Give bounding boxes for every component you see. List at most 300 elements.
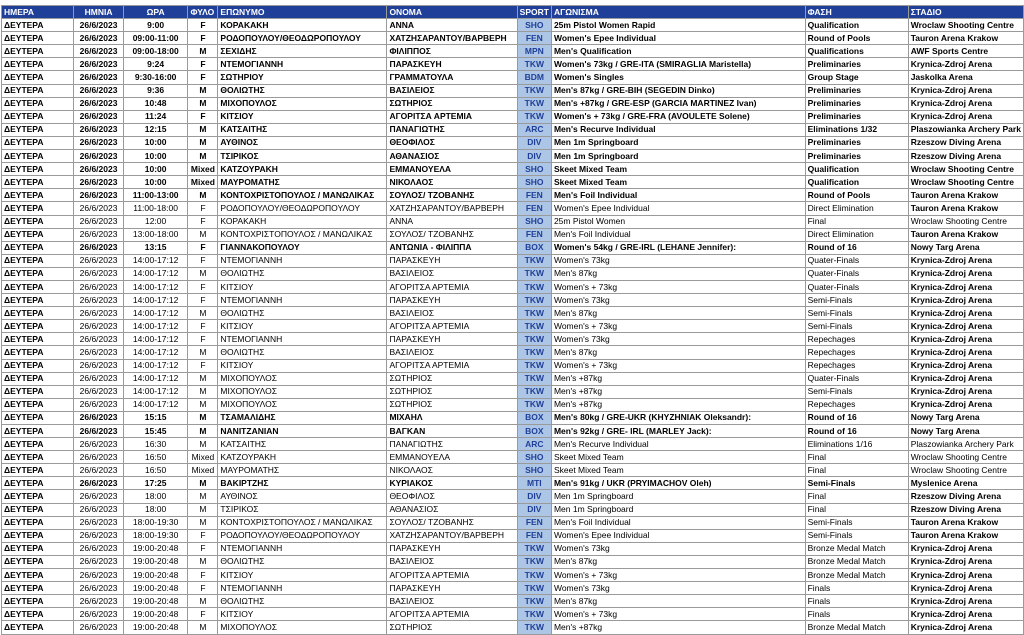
cell-gender[interactable]: M xyxy=(188,490,218,503)
cell-phase[interactable]: Finals xyxy=(805,595,908,608)
table-row[interactable] xyxy=(2,267,1024,280)
cell-sport[interactable]: DIV xyxy=(517,490,551,503)
cell-phase[interactable]: Final xyxy=(805,464,908,477)
cell-surname[interactable]: ΝΤΕΜΟΓΙΑΝΝΗ xyxy=(218,582,387,595)
cell-sport[interactable]: TKW xyxy=(517,569,551,582)
cell-day[interactable]: ΔΕΥΤΕΡΑ xyxy=(2,425,74,438)
cell-day[interactable]: ΔΕΥΤΕΡΑ xyxy=(2,280,74,293)
cell-venue[interactable]: Krynica-Zdroj Arena xyxy=(908,267,1023,280)
table-row[interactable] xyxy=(2,451,1024,464)
cell-gender[interactable]: F xyxy=(188,333,218,346)
cell-day[interactable]: ΔΕΥΤΕΡΑ xyxy=(2,490,74,503)
cell-time[interactable]: 9:24 xyxy=(123,58,188,71)
cell-time[interactable]: 19:00-20:48 xyxy=(123,582,188,595)
cell-day[interactable]: ΔΕΥΤΕΡΑ xyxy=(2,372,74,385)
cell-event[interactable]: Men's Foil Individual xyxy=(551,516,805,529)
cell-time[interactable]: 9:00 xyxy=(123,19,188,32)
cell-venue[interactable]: Myslenice Arena xyxy=(908,477,1023,490)
cell-phase[interactable]: Final xyxy=(805,490,908,503)
cell-phase[interactable]: Semi-Finals xyxy=(805,516,908,529)
cell-time[interactable]: 14:00-17:12 xyxy=(123,267,188,280)
cell-surname[interactable]: ΤΣΑΜΑΛΙΔΗΣ xyxy=(218,411,387,424)
cell-day[interactable]: ΔΕΥΤΕΡΑ xyxy=(2,608,74,621)
header-event[interactable]: ΑΓΩΝΙΣΜΑ xyxy=(551,6,805,19)
cell-name[interactable]: ΑΓΟΡΙΤΣΑ ΑΡΤΕΜΙΑ xyxy=(387,359,517,372)
cell-day[interactable]: ΔΕΥΤΕΡΑ xyxy=(2,163,74,176)
cell-surname[interactable]: ΡΟΔΟΠΟΥΛΟΥ/ΘΕΟΔΩΡΟΠΟΥΛΟΥ xyxy=(218,32,387,45)
cell-day[interactable]: ΔΕΥΤΕΡΑ xyxy=(2,32,74,45)
cell-sport[interactable]: DIV xyxy=(517,150,551,163)
header-surname[interactable]: ΕΠΩΝΥΜΟ xyxy=(218,6,387,19)
cell-sport[interactable]: ARC xyxy=(517,438,551,451)
cell-sport[interactable]: FEN xyxy=(517,202,551,215)
cell-phase[interactable]: Direct Elimination xyxy=(805,228,908,241)
cell-date[interactable]: 26/6/2023 xyxy=(74,477,123,490)
cell-phase[interactable]: Preliminaries xyxy=(805,84,908,97)
cell-time[interactable]: 13:15 xyxy=(123,241,188,254)
cell-event[interactable]: Men's 91kg / UKR (PRYIMACHOV Oleh) xyxy=(551,477,805,490)
cell-event[interactable]: Men's 92kg / GRE- IRL (MARLEY Jack): xyxy=(551,425,805,438)
cell-name[interactable]: ΘΕΟΦΙΛΟΣ xyxy=(387,490,517,503)
cell-event[interactable]: Men's Recurve Individual xyxy=(551,123,805,136)
cell-gender[interactable]: F xyxy=(188,542,218,555)
cell-venue[interactable]: Krynica-Zdroj Arena xyxy=(908,372,1023,385)
cell-event[interactable]: Men's 87kg xyxy=(551,267,805,280)
cell-time[interactable]: 15:15 xyxy=(123,411,188,424)
cell-surname[interactable]: ΤΣΙΡΙΚΟΣ xyxy=(218,503,387,516)
cell-phase[interactable]: Qualification xyxy=(805,19,908,32)
cell-sport[interactable]: SHO xyxy=(517,176,551,189)
cell-sport[interactable]: TKW xyxy=(517,58,551,71)
cell-time[interactable]: 18:00 xyxy=(123,490,188,503)
cell-venue[interactable]: Krynica-Zdroj Arena xyxy=(908,254,1023,267)
cell-gender[interactable]: F xyxy=(188,280,218,293)
cell-sport[interactable]: TKW xyxy=(517,110,551,123)
cell-event[interactable]: Women's Epee Individual xyxy=(551,202,805,215)
cell-surname[interactable]: ΝΤΕΜΟΓΙΑΝΝΗ xyxy=(218,294,387,307)
cell-phase[interactable]: Round of Pools xyxy=(805,32,908,45)
header-date[interactable]: ΗΜΝΙΑ xyxy=(74,6,123,19)
cell-event[interactable]: Women's 73kg xyxy=(551,294,805,307)
cell-event[interactable]: Men's 87kg xyxy=(551,346,805,359)
cell-date[interactable]: 26/6/2023 xyxy=(74,84,123,97)
cell-phase[interactable]: Round of 16 xyxy=(805,411,908,424)
table-row[interactable] xyxy=(2,136,1024,149)
cell-day[interactable]: ΔΕΥΤΕΡΑ xyxy=(2,451,74,464)
cell-surname[interactable]: ΚΟΡΑΚΑΚΗ xyxy=(218,19,387,32)
table-row[interactable] xyxy=(2,241,1024,254)
cell-name[interactable]: ΣΩΤΗΡΙΟΣ xyxy=(387,97,517,110)
cell-gender[interactable]: M xyxy=(188,307,218,320)
cell-gender[interactable]: M xyxy=(188,123,218,136)
table-row[interactable] xyxy=(2,123,1024,136)
cell-date[interactable]: 26/6/2023 xyxy=(74,372,123,385)
cell-date[interactable]: 26/6/2023 xyxy=(74,621,123,634)
cell-gender[interactable]: M xyxy=(188,503,218,516)
cell-time[interactable]: 19:00-20:48 xyxy=(123,555,188,568)
cell-day[interactable]: ΔΕΥΤΕΡΑ xyxy=(2,385,74,398)
cell-date[interactable]: 26/6/2023 xyxy=(74,19,123,32)
cell-venue[interactable]: Krynica-Zdroj Arena xyxy=(908,608,1023,621)
cell-sport[interactable]: TKW xyxy=(517,346,551,359)
cell-date[interactable]: 26/6/2023 xyxy=(74,32,123,45)
cell-venue[interactable]: Krynica-Zdroj Arena xyxy=(908,84,1023,97)
cell-time[interactable]: 19:00-20:48 xyxy=(123,569,188,582)
cell-time[interactable]: 14:00-17:12 xyxy=(123,359,188,372)
cell-name[interactable]: ΧΑΤΖΗΣΑΡΑΝΤΟΥ/ΒΑΡΒΕΡΗ xyxy=(387,32,517,45)
cell-sport[interactable]: BOX xyxy=(517,241,551,254)
cell-time[interactable]: 16:30 xyxy=(123,438,188,451)
cell-name[interactable]: ΧΑΤΖΗΣΑΡΑΝΤΟΥ/ΒΑΡΒΕΡΗ xyxy=(387,529,517,542)
cell-name[interactable]: ΑΝΤΩΝΙΑ - ΦΙΛΙΠΠΑ xyxy=(387,241,517,254)
table-row[interactable] xyxy=(2,582,1024,595)
cell-event[interactable]: Men's +87kg xyxy=(551,372,805,385)
cell-day[interactable]: ΔΕΥΤΕΡΑ xyxy=(2,71,74,84)
cell-date[interactable]: 26/6/2023 xyxy=(74,490,123,503)
cell-name[interactable]: ΑΓΟΡΙΤΣΑ ΑΡΤΕΜΙΑ xyxy=(387,608,517,621)
table-row[interactable] xyxy=(2,176,1024,189)
header-gender[interactable]: ΦΥΛΟ xyxy=(188,6,218,19)
cell-date[interactable]: 26/6/2023 xyxy=(74,320,123,333)
cell-venue[interactable]: Krynica-Zdroj Arena xyxy=(908,110,1023,123)
table-row[interactable] xyxy=(2,294,1024,307)
cell-surname[interactable]: ΚΙΤΣΙΟΥ xyxy=(218,280,387,293)
cell-date[interactable]: 26/6/2023 xyxy=(74,123,123,136)
table-row[interactable] xyxy=(2,490,1024,503)
cell-sport[interactable]: TKW xyxy=(517,280,551,293)
header-day[interactable]: ΗΜΕΡΑ xyxy=(2,6,74,19)
cell-venue[interactable]: Wroclaw Shooting Centre xyxy=(908,176,1023,189)
cell-date[interactable]: 26/6/2023 xyxy=(74,582,123,595)
cell-day[interactable]: ΔΕΥΤΕΡΑ xyxy=(2,176,74,189)
cell-event[interactable]: 25m Pistol Women xyxy=(551,215,805,228)
cell-time[interactable]: 14:00-17:12 xyxy=(123,320,188,333)
table-row[interactable] xyxy=(2,346,1024,359)
cell-event[interactable]: Men's 80kg / GRE-UKR (KHYZHNIAK Oleksandr): xyxy=(551,411,805,424)
cell-phase[interactable]: Repechages xyxy=(805,398,908,411)
cell-date[interactable]: 26/6/2023 xyxy=(74,267,123,280)
cell-sport[interactable]: DIV xyxy=(517,136,551,149)
cell-date[interactable]: 26/6/2023 xyxy=(74,346,123,359)
cell-venue[interactable]: Rzeszow Diving Arena xyxy=(908,503,1023,516)
cell-gender[interactable]: F xyxy=(188,608,218,621)
cell-surname[interactable]: ΘΟΛΙΩΤΗΣ xyxy=(218,555,387,568)
table-row[interactable] xyxy=(2,189,1024,202)
cell-gender[interactable]: Mixed xyxy=(188,163,218,176)
cell-gender[interactable]: M xyxy=(188,45,218,58)
cell-date[interactable]: 26/6/2023 xyxy=(74,608,123,621)
table-row[interactable] xyxy=(2,464,1024,477)
cell-surname[interactable]: ΚΙΤΣΙΟΥ xyxy=(218,608,387,621)
cell-name[interactable]: ΑΓΟΡΙΤΣΑ ΑΡΤΕΜΙΑ xyxy=(387,320,517,333)
table-row[interactable] xyxy=(2,425,1024,438)
cell-phase[interactable]: Semi-Finals xyxy=(805,477,908,490)
cell-venue[interactable]: Krynica-Zdroj Arena xyxy=(908,58,1023,71)
cell-venue[interactable]: Krynica-Zdroj Arena xyxy=(908,294,1023,307)
cell-phase[interactable]: Quater-Finals xyxy=(805,267,908,280)
cell-name[interactable]: ΝΙΚΟΛΑΟΣ xyxy=(387,464,517,477)
cell-time[interactable]: 9:36 xyxy=(123,84,188,97)
cell-phase[interactable]: Semi-Finals xyxy=(805,320,908,333)
cell-gender[interactable]: M xyxy=(188,150,218,163)
cell-venue[interactable]: Nowy Targ Arena xyxy=(908,241,1023,254)
cell-sport[interactable]: TKW xyxy=(517,595,551,608)
cell-date[interactable]: 26/6/2023 xyxy=(74,58,123,71)
cell-time[interactable]: 14:00-17:12 xyxy=(123,398,188,411)
cell-day[interactable]: ΔΕΥΤΕΡΑ xyxy=(2,516,74,529)
cell-gender[interactable]: Mixed xyxy=(188,464,218,477)
cell-gender[interactable]: F xyxy=(188,19,218,32)
cell-surname[interactable]: ΡΟΔΟΠΟΥΛΟΥ/ΘΕΟΔΩΡΟΠΟΥΛΟΥ xyxy=(218,529,387,542)
table-row[interactable] xyxy=(2,97,1024,110)
cell-venue[interactable]: Krynica-Zdroj Arena xyxy=(908,320,1023,333)
cell-sport[interactable]: TKW xyxy=(517,555,551,568)
cell-time[interactable]: 19:00-20:48 xyxy=(123,621,188,634)
cell-surname[interactable]: ΜΑΥΡΟΜΑΤΗΣ xyxy=(218,464,387,477)
cell-day[interactable]: ΔΕΥΤΕΡΑ xyxy=(2,97,74,110)
cell-time[interactable]: 17:25 xyxy=(123,477,188,490)
cell-surname[interactable]: ΚΟΝΤΟΧΡΙΣΤΟΠΟΥΛΟΣ / ΜΑΝΩΛΙΚΑΣ xyxy=(218,189,387,202)
cell-time[interactable]: 14:00-17:12 xyxy=(123,372,188,385)
table-row[interactable] xyxy=(2,19,1024,32)
cell-day[interactable]: ΔΕΥΤΕΡΑ xyxy=(2,45,74,58)
cell-venue[interactable]: Tauron Arena Krakow xyxy=(908,529,1023,542)
cell-phase[interactable]: Preliminaries xyxy=(805,58,908,71)
cell-time[interactable]: 12:00 xyxy=(123,215,188,228)
cell-event[interactable]: Men's Recurve Individual xyxy=(551,438,805,451)
cell-name[interactable]: ΑΝΝΑ xyxy=(387,19,517,32)
table-row[interactable] xyxy=(2,359,1024,372)
cell-name[interactable]: ΒΑΣΙΛΕΙΟΣ xyxy=(387,555,517,568)
cell-venue[interactable]: Krynica-Zdroj Arena xyxy=(908,359,1023,372)
cell-surname[interactable]: ΑΥΘΙΝΟΣ xyxy=(218,490,387,503)
table-row[interactable] xyxy=(2,503,1024,516)
table-row[interactable] xyxy=(2,385,1024,398)
cell-date[interactable]: 26/6/2023 xyxy=(74,464,123,477)
table-row[interactable] xyxy=(2,58,1024,71)
cell-venue[interactable]: Krynica-Zdroj Arena xyxy=(908,595,1023,608)
cell-gender[interactable]: M xyxy=(188,267,218,280)
cell-time[interactable]: 16:50 xyxy=(123,464,188,477)
cell-date[interactable]: 26/6/2023 xyxy=(74,280,123,293)
cell-time[interactable]: 16:50 xyxy=(123,451,188,464)
cell-event[interactable]: Men 1m Springboard xyxy=(551,503,805,516)
cell-venue[interactable]: Wroclaw Shooting Centre xyxy=(908,163,1023,176)
cell-venue[interactable]: Krynica-Zdroj Arena xyxy=(908,97,1023,110)
cell-event[interactable]: Men 1m Springboard xyxy=(551,490,805,503)
cell-gender[interactable]: F xyxy=(188,32,218,45)
table-row[interactable] xyxy=(2,333,1024,346)
cell-time[interactable]: 10:00 xyxy=(123,163,188,176)
cell-date[interactable]: 26/6/2023 xyxy=(74,45,123,58)
cell-date[interactable]: 26/6/2023 xyxy=(74,150,123,163)
cell-surname[interactable]: ΘΟΛΙΩΤΗΣ xyxy=(218,267,387,280)
cell-gender[interactable]: M xyxy=(188,516,218,529)
cell-gender[interactable]: M xyxy=(188,346,218,359)
cell-venue[interactable]: Tauron Arena Krakow xyxy=(908,32,1023,45)
cell-gender[interactable]: M xyxy=(188,425,218,438)
cell-day[interactable]: ΔΕΥΤΕΡΑ xyxy=(2,84,74,97)
cell-phase[interactable]: Preliminaries xyxy=(805,97,908,110)
cell-name[interactable]: ΠΑΡΑΣΚΕΥΗ xyxy=(387,58,517,71)
cell-day[interactable]: ΔΕΥΤΕΡΑ xyxy=(2,555,74,568)
cell-sport[interactable]: TKW xyxy=(517,254,551,267)
cell-surname[interactable]: ΚΙΤΣΙΟΥ xyxy=(218,320,387,333)
cell-name[interactable]: ΠΑΡΑΣΚΕΥΗ xyxy=(387,254,517,267)
cell-phase[interactable]: Bronze Medal Match xyxy=(805,555,908,568)
cell-name[interactable]: ΒΑΣΙΛΕΙΟΣ xyxy=(387,346,517,359)
cell-event[interactable]: Women's + 73kg xyxy=(551,569,805,582)
cell-venue[interactable]: Rzeszow Diving Arena xyxy=(908,150,1023,163)
cell-gender[interactable]: M xyxy=(188,398,218,411)
cell-date[interactable]: 26/6/2023 xyxy=(74,569,123,582)
cell-surname[interactable]: ΚΑΤΖΟΥΡΑΚΗ xyxy=(218,163,387,176)
cell-day[interactable]: ΔΕΥΤΕΡΑ xyxy=(2,110,74,123)
cell-day[interactable]: ΔΕΥΤΕΡΑ xyxy=(2,595,74,608)
cell-date[interactable]: 26/6/2023 xyxy=(74,136,123,149)
cell-date[interactable]: 26/6/2023 xyxy=(74,241,123,254)
cell-event[interactable]: Women's 73kg xyxy=(551,333,805,346)
cell-sport[interactable]: BDM xyxy=(517,71,551,84)
cell-gender[interactable]: M xyxy=(188,372,218,385)
cell-date[interactable]: 26/6/2023 xyxy=(74,516,123,529)
cell-surname[interactable]: ΚΑΤΣΑΙΤΗΣ xyxy=(218,123,387,136)
cell-surname[interactable]: ΘΟΛΙΩΤΗΣ xyxy=(218,595,387,608)
cell-event[interactable]: Women's 73kg xyxy=(551,254,805,267)
cell-event[interactable]: Skeet Mixed Team xyxy=(551,464,805,477)
cell-surname[interactable]: ΘΟΛΙΩΤΗΣ xyxy=(218,307,387,320)
cell-name[interactable]: ΑΓΟΡΙΤΣΑ ΑΡΤΕΜΙΑ xyxy=(387,280,517,293)
cell-venue[interactable]: Tauron Arena Krakow xyxy=(908,228,1023,241)
cell-phase[interactable]: Semi-Finals xyxy=(805,294,908,307)
cell-surname[interactable]: ΜΙΧΟΠΟΥΛΟΣ xyxy=(218,621,387,634)
cell-gender[interactable]: F xyxy=(188,241,218,254)
cell-time[interactable]: 14:00-17:12 xyxy=(123,307,188,320)
cell-venue[interactable]: Krynica-Zdroj Arena xyxy=(908,621,1023,634)
cell-time[interactable]: 19:00-20:48 xyxy=(123,542,188,555)
cell-time[interactable]: 14:00-17:12 xyxy=(123,294,188,307)
cell-surname[interactable]: ΝΤΕΜΟΓΙΑΝΝΗ xyxy=(218,254,387,267)
cell-surname[interactable]: ΓΙΑΝΝΑΚΟΠΟΥΛΟΥ xyxy=(218,241,387,254)
cell-phase[interactable]: Round of Pools xyxy=(805,189,908,202)
cell-date[interactable]: 26/6/2023 xyxy=(74,71,123,84)
cell-event[interactable]: Men 1m Springboard xyxy=(551,150,805,163)
header-time[interactable]: ΩΡΑ xyxy=(123,6,188,19)
cell-sport[interactable]: FEN xyxy=(517,32,551,45)
cell-sport[interactable]: TKW xyxy=(517,97,551,110)
cell-surname[interactable]: ΚΑΤΣΑΙΤΗΣ xyxy=(218,438,387,451)
cell-sport[interactable]: TKW xyxy=(517,621,551,634)
cell-date[interactable]: 26/6/2023 xyxy=(74,294,123,307)
cell-surname[interactable]: ΜΙΧΟΠΟΥΛΟΣ xyxy=(218,398,387,411)
cell-event[interactable]: Men's 87kg xyxy=(551,595,805,608)
cell-event[interactable]: Men's Foil Individual xyxy=(551,189,805,202)
cell-time[interactable]: 09:00-18:00 xyxy=(123,45,188,58)
cell-phase[interactable]: Bronze Medal Match xyxy=(805,621,908,634)
cell-phase[interactable]: Round of 16 xyxy=(805,425,908,438)
cell-event[interactable]: Men's +87kg xyxy=(551,385,805,398)
cell-day[interactable]: ΔΕΥΤΕΡΑ xyxy=(2,294,74,307)
cell-sport[interactable]: TKW xyxy=(517,320,551,333)
cell-name[interactable]: ΣΩΤΗΡΙΟΣ xyxy=(387,398,517,411)
cell-venue[interactable]: Nowy Targ Arena xyxy=(908,411,1023,424)
cell-venue[interactable]: Nowy Targ Arena xyxy=(908,425,1023,438)
cell-event[interactable]: Men's 87kg xyxy=(551,307,805,320)
cell-phase[interactable]: Quater-Finals xyxy=(805,280,908,293)
cell-date[interactable]: 26/6/2023 xyxy=(74,438,123,451)
cell-gender[interactable]: M xyxy=(188,621,218,634)
cell-name[interactable]: ΕΜΜΑΝΟΥΕΛΑ xyxy=(387,163,517,176)
table-row[interactable] xyxy=(2,202,1024,215)
cell-phase[interactable]: Semi-Finals xyxy=(805,385,908,398)
cell-gender[interactable]: M xyxy=(188,411,218,424)
cell-name[interactable]: ΒΑΣΙΛΕΙΟΣ xyxy=(387,595,517,608)
cell-day[interactable]: ΔΕΥΤΕΡΑ xyxy=(2,398,74,411)
cell-name[interactable]: ΠΑΝΑΓΙΩΤΗΣ xyxy=(387,123,517,136)
cell-date[interactable]: 26/6/2023 xyxy=(74,503,123,516)
cell-day[interactable]: ΔΕΥΤΕΡΑ xyxy=(2,346,74,359)
header-sport[interactable]: SPORT xyxy=(517,6,551,19)
cell-phase[interactable]: Finals xyxy=(805,608,908,621)
cell-time[interactable]: 18:00-19:30 xyxy=(123,529,188,542)
table-row[interactable] xyxy=(2,529,1024,542)
cell-gender[interactable]: F xyxy=(188,294,218,307)
cell-venue[interactable]: Krynica-Zdroj Arena xyxy=(908,542,1023,555)
cell-day[interactable]: ΔΕΥΤΕΡΑ xyxy=(2,215,74,228)
cell-sport[interactable]: TKW xyxy=(517,608,551,621)
cell-event[interactable]: Men 1m Springboard xyxy=(551,136,805,149)
cell-gender[interactable]: F xyxy=(188,215,218,228)
cell-time[interactable]: 19:00-20:48 xyxy=(123,595,188,608)
cell-gender[interactable]: M xyxy=(188,438,218,451)
cell-time[interactable]: 18:00 xyxy=(123,503,188,516)
cell-name[interactable]: ΣΟΥΛΟΣ/ ΤΖΟΒΑΝΗΣ xyxy=(387,228,517,241)
table-row[interactable] xyxy=(2,516,1024,529)
cell-sport[interactable]: SHO xyxy=(517,163,551,176)
cell-date[interactable]: 26/6/2023 xyxy=(74,110,123,123)
cell-event[interactable]: Women's 73kg xyxy=(551,582,805,595)
cell-date[interactable]: 26/6/2023 xyxy=(74,202,123,215)
cell-surname[interactable]: ΣΕΧΙΔΗΣ xyxy=(218,45,387,58)
cell-time[interactable]: 09:00-11:00 xyxy=(123,32,188,45)
cell-surname[interactable]: ΚΟΝΤΟΧΡΙΣΤΟΠΟΥΛΟΣ / ΜΑΝΩΛΙΚΑΣ xyxy=(218,228,387,241)
cell-day[interactable]: ΔΕΥΤΕΡΑ xyxy=(2,569,74,582)
cell-phase[interactable]: Qualification xyxy=(805,176,908,189)
cell-name[interactable]: ΣΩΤΗΡΙΟΣ xyxy=(387,385,517,398)
cell-gender[interactable]: F xyxy=(188,320,218,333)
cell-surname[interactable]: ΡΟΔΟΠΟΥΛΟΥ/ΘΕΟΔΩΡΟΠΟΥΛΟΥ xyxy=(218,202,387,215)
cell-sport[interactable]: TKW xyxy=(517,267,551,280)
cell-day[interactable]: ΔΕΥΤΕΡΑ xyxy=(2,267,74,280)
table-row[interactable] xyxy=(2,477,1024,490)
cell-name[interactable]: ΒΑΣΙΛΕΙΟΣ xyxy=(387,267,517,280)
table-row[interactable] xyxy=(2,228,1024,241)
cell-venue[interactable]: Krynica-Zdroj Arena xyxy=(908,385,1023,398)
cell-date[interactable]: 26/6/2023 xyxy=(74,215,123,228)
cell-name[interactable]: ΠΑΝΑΓΙΩΤΗΣ xyxy=(387,438,517,451)
cell-time[interactable]: 14:00-17:12 xyxy=(123,333,188,346)
table-row[interactable] xyxy=(2,215,1024,228)
cell-date[interactable]: 26/6/2023 xyxy=(74,333,123,346)
cell-phase[interactable]: Final xyxy=(805,215,908,228)
cell-event[interactable]: 25m Pistol Women Rapid xyxy=(551,19,805,32)
cell-event[interactable]: Skeet Mixed Team xyxy=(551,163,805,176)
cell-phase[interactable]: Quater-Finals xyxy=(805,254,908,267)
cell-sport[interactable]: TKW xyxy=(517,84,551,97)
cell-time[interactable]: 11:24 xyxy=(123,110,188,123)
cell-time[interactable]: 11:00-18:00 xyxy=(123,202,188,215)
cell-venue[interactable]: Krynica-Zdroj Arena xyxy=(908,333,1023,346)
